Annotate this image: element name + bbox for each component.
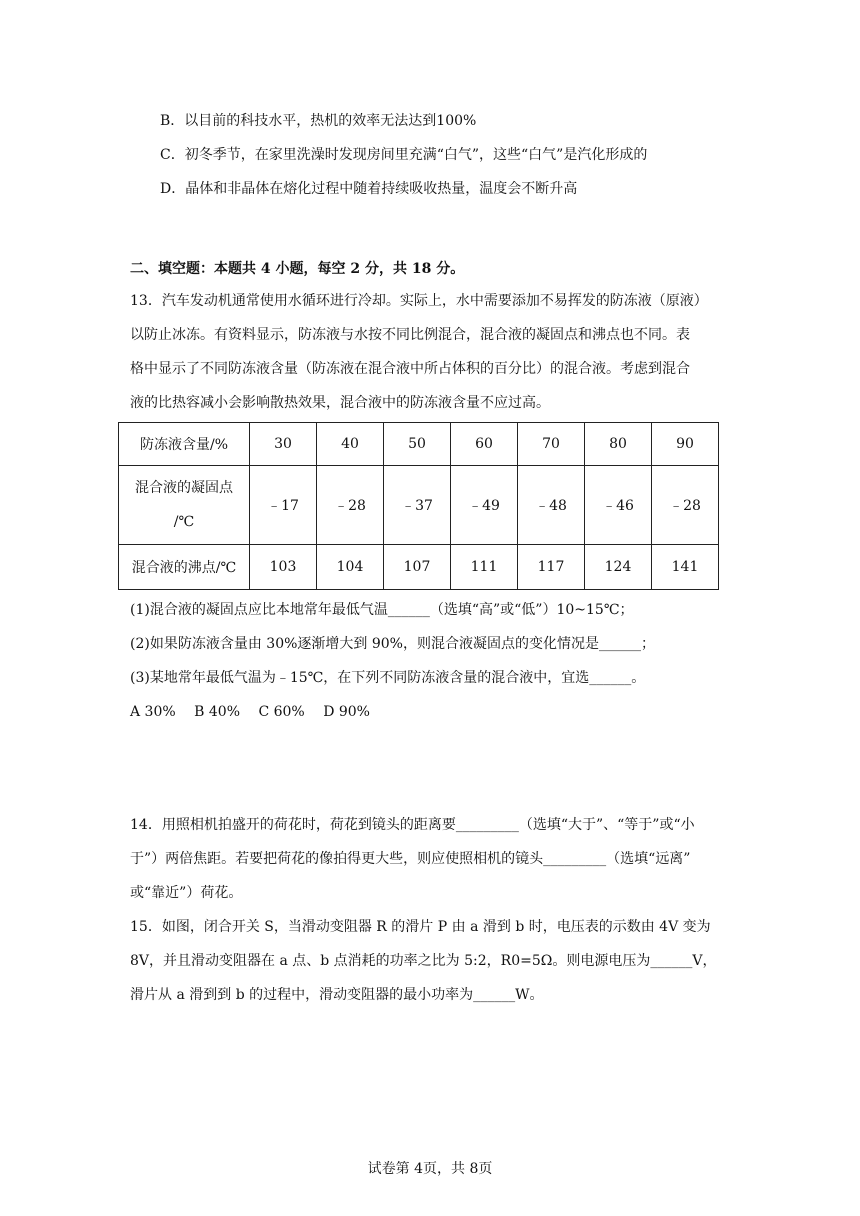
table-cell: 80: [585, 423, 652, 466]
row-label-freezing-line2: /℃: [173, 514, 195, 530]
table-cell: ﹣28: [317, 466, 384, 545]
table-cell: 107: [384, 545, 451, 590]
table-row-boiling: [119, 545, 719, 590]
q13-sub2: (2)如果防冻液含量由 30%逐渐增大到 90%，则混合液凝固点的变化情况是______；: [130, 636, 655, 652]
row-label-freezing: [119, 466, 250, 545]
choice-c: C 60%: [258, 704, 305, 720]
q15-line-2: 8V，并且滑动变阻器在 a 点、b 点消耗的功率之比为 5:2，R0=5Ω。则电源电压为______V，: [130, 953, 717, 969]
table-cell: ﹣17: [250, 466, 317, 545]
table-cell: 141: [652, 545, 719, 590]
q13-sub1: (1)混合液的凝固点应比本地常年最低气温______（选填“高”或“低”）10~15℃；: [130, 602, 634, 618]
q14-line-2: 于”）两倍焦距。若要把荷花的像拍得更大些，则应使照相机的镜头_________（选填“远离”: [130, 851, 691, 867]
table-cell: ﹣48: [518, 466, 585, 545]
q13-line-2: 以防止冰冻。有资料显示，防冻液与水按不同比例混合，混合液的凝固点和沸点也不同。表: [130, 327, 690, 343]
section-title: 二、填空题：本题共 4 小题，每空 2 分，共 18 分。: [130, 261, 465, 277]
q13-choices: [130, 702, 384, 722]
table-cell: 60: [451, 423, 518, 466]
choice-d: D 90%: [323, 704, 370, 720]
q13-line-4: 液的比热容减小会影响散热效果，混合液中的防冻液含量不应过高。: [130, 395, 550, 411]
row-label-freezing-line1: 混合液的凝固点: [135, 480, 233, 496]
table-cell: 103: [250, 545, 317, 590]
table-cell: 30: [250, 423, 317, 466]
table-cell: ﹣28: [652, 466, 719, 545]
table-row-content: [119, 423, 719, 466]
row-label-boiling: 混合液的沸点/℃: [119, 545, 250, 590]
table-cell: 104: [317, 545, 384, 590]
table-cell: 117: [518, 545, 585, 590]
page-footer: 试卷第 4页，共 8页: [367, 1161, 493, 1177]
table-cell: ﹣37: [384, 466, 451, 545]
table-cell: 50: [384, 423, 451, 466]
choice-a: A 30%: [130, 704, 176, 720]
table-cell: ﹣46: [585, 466, 652, 545]
q15-line-1: 15．如图，闭合开关 S，当滑动变阻器 R 的滑片 P 由 a 滑到 b 时，电压表的示数由 4V 变为: [130, 919, 711, 935]
row-label-content: 防冻液含量/%: [119, 423, 250, 466]
table-row-freezing: [119, 466, 719, 545]
table-cell: 111: [451, 545, 518, 590]
option-c: C．初冬季节，在家里洗澡时发现房间里充满“白气”，这些“白气”是汽化形成的: [160, 147, 648, 163]
table-cell: 40: [317, 423, 384, 466]
q13-line-1: 13．汽车发动机通常使用水循环进行冷却。实际上，水中需要添加不易挥发的防冻液（原液）: [130, 293, 708, 309]
q13-sub3: (3)某地常年最低气温为﹣15℃，在下列不同防冻液含量的混合液中，宜选______。: [130, 670, 646, 686]
q15-line-3: 滑片从 a 滑到到 b 的过程中，滑动变阻器的最小功率为______W。: [130, 987, 544, 1003]
q14-line-3: 或“靠近”）荷花。: [130, 885, 243, 901]
option-b: B．以目前的科技水平，热机的效率无法达到100%: [160, 113, 477, 129]
option-d: D．晶体和非晶体在熔化过程中随着持续吸收热量，温度会不断升高: [160, 181, 578, 197]
antifreeze-table: [118, 422, 719, 590]
table-cell: ﹣49: [451, 466, 518, 545]
table-cell: 90: [652, 423, 719, 466]
q14-line-1: 14．用照相机拍盛开的荷花时，荷花到镜头的距离要_________（选填“大于”、“等于”或“小: [130, 817, 695, 833]
table-cell: 70: [518, 423, 585, 466]
q13-line-3: 格中显示了不同防冻液含量（防冻液在混合液中所占体积的百分比）的混合液。考虑到混合: [130, 361, 690, 377]
choice-b: B 40%: [194, 704, 240, 720]
table-cell: 124: [585, 545, 652, 590]
